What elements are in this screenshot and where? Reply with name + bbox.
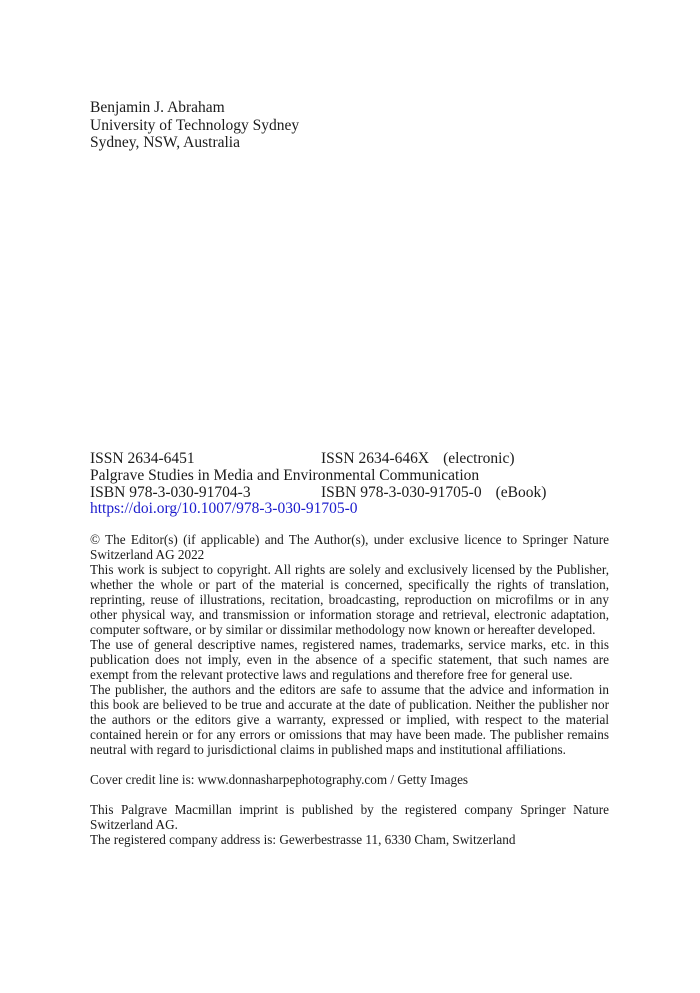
- series-title: Palgrave Studies in Media and Environmental Communication: [90, 466, 480, 484]
- bibliographic-block: [90, 451, 620, 518]
- imprint-notice: This Palgrave Macmillan imprint is published by the registered company Springer Nature Switzerland AG.: [90, 802, 609, 832]
- author-institution: University of Technology Sydney: [90, 116, 300, 134]
- legal-notice: [90, 532, 609, 847]
- issn-electronic-tag: (electronic): [443, 450, 515, 467]
- isbn-ebook-group: [321, 485, 546, 502]
- isbn-ebook-tag: (eBook): [495, 483, 547, 501]
- author-name: Benjamin J. Abraham: [90, 99, 225, 116]
- issn-row: [90, 451, 620, 468]
- isbn-ebook: ISBN 978-3-030-91705-0: [321, 483, 482, 501]
- rights-notice: This work is subject to copyright. All rights are solely and exclusively licensed by the Publisher, whether the whole or part of the material is concerned, specifically the rights of translation, reprinting, reuse of illustrations, recitation, broadcasting, reproduction on microfilms or in any other physical way, and transmission or information storage and retrieval, electronic adaptation, computer software, or by similar or dissimilar methodology now known or hereafter developed.: [90, 562, 609, 637]
- issn-electronic: ISSN 2634-646X: [321, 450, 430, 467]
- issn-electronic-group: [321, 451, 515, 468]
- trademark-notice: The use of general descriptive names, registered names, trademarks, service marks, etc. in this publication does not imply, even in the absence of a specific statement, that such names are exempt from the relevant protective laws and regulations and therefore free for general use.: [90, 637, 609, 682]
- copyright-notice: © The Editor(s) (if applicable) and The Author(s), under exclusive licence to Springer Nature Switzerland AG 2022: [90, 532, 609, 562]
- doi-link[interactable]: https://doi.org/10.1007/978-3-030-91705-0: [90, 500, 358, 518]
- issn-print: ISSN 2634-6451: [90, 450, 195, 467]
- doi-row: [90, 501, 620, 518]
- author-block: [90, 99, 299, 152]
- disclaimer-notice: The publisher, the authors and the editors are safe to assume that the advice and information in this book are believed to be true and accurate at the date of publication. Neither the publisher nor the authors or the editors give a warranty, expressed or implied, with respect to the material contained herein or for any errors or omissions that may have been made. The publisher remains neutral with regard to jurisdictional claims in published maps and institutional affiliations.: [90, 682, 609, 757]
- company-address: The registered company address is: Gewerbestrasse 11, 6330 Cham, Switzerland: [90, 832, 516, 847]
- isbn-row: [90, 485, 620, 502]
- cover-credit: Cover credit line is: www.donnasharpephotography.com / Getty Images: [90, 772, 469, 787]
- isbn-print: ISBN 978-3-030-91704-3: [90, 483, 251, 501]
- author-location: Sydney, NSW, Australia: [90, 134, 240, 151]
